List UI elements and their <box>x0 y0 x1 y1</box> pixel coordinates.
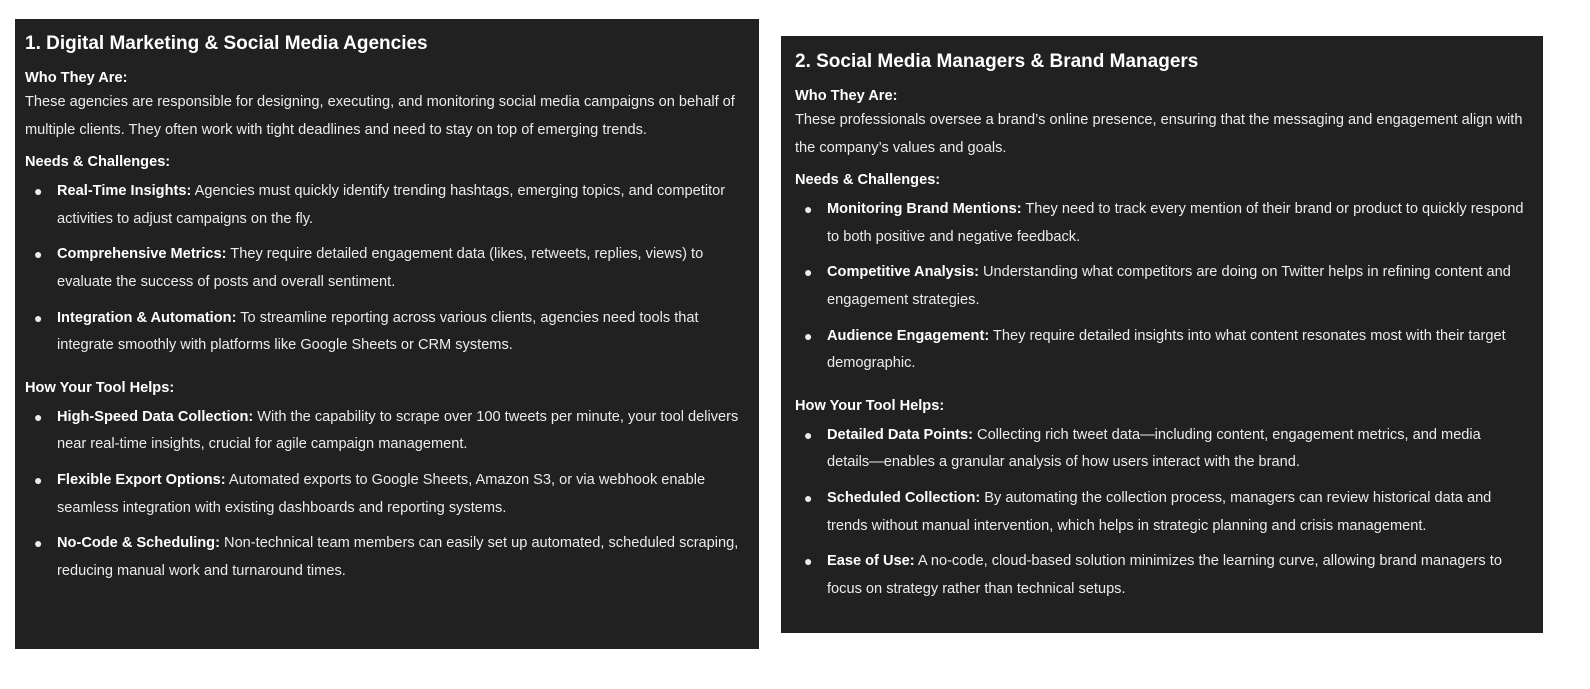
item-term: Audience Engagement: <box>827 327 990 344</box>
item-text: To streamline reporting across various clients, agencies need tools that integrate smoothly with platforms like Google Sheets or CRM systems. <box>57 309 699 354</box>
list-item <box>795 485 1527 540</box>
card-title: 2. Social Media Managers & Brand Managers <box>795 51 1199 72</box>
item-term: Comprehensive Metrics: <box>57 246 227 263</box>
who-they-are-text: These professionals oversee a brand’s online presence, ensuring that the messaging and engagement align with the company’s values and goals. <box>795 112 1523 156</box>
item-text: A no-code, cloud-based solution minimizes the learning curve, allowing brand managers to focus on strategy rather than technical setups. <box>827 553 1502 597</box>
list-item <box>25 241 743 296</box>
item-text: Collecting rich tweet data—including content, engagement metrics, and media details—enables a granular analysis of how users interact with the brand. <box>827 426 1481 471</box>
list-item <box>25 404 743 459</box>
bullet-icon: ● <box>34 408 43 425</box>
bullet-icon: ● <box>34 183 43 200</box>
card-social-media-managers <box>781 36 1543 633</box>
list-item <box>25 530 743 585</box>
who-they-are-label: Who They Are: <box>25 70 128 86</box>
bullet-icon: ● <box>804 327 813 344</box>
item-text: By automating the collection process, managers can review historical data and trends without manual intervention, which helps in strategic planning and crisis management. <box>827 489 1492 534</box>
list-item <box>795 548 1527 603</box>
bullet-icon: ● <box>804 426 813 443</box>
bullet-icon: ● <box>804 201 813 218</box>
item-term: Flexible Export Options: <box>57 471 226 488</box>
needs-label: Needs & Challenges: <box>25 154 171 171</box>
item-text: They require detailed engagement data (likes, retweets, replies, views) to evaluate the success of posts and overall sentiment. <box>57 246 704 290</box>
bullet-icon: ● <box>34 471 43 488</box>
needs-list <box>25 178 743 360</box>
item-term: Integration & Automation: <box>57 309 237 326</box>
list-item <box>795 196 1527 251</box>
item-term: No-Code & Scheduling: <box>57 535 220 552</box>
list-item <box>25 305 743 360</box>
item-term: Scheduled Collection: <box>827 489 981 506</box>
item-text: They need to track every mention of their brand or product to quickly respond to both positive and negative feedback. <box>827 201 1524 245</box>
bullet-icon: ● <box>804 553 813 570</box>
item-term: Monitoring Brand Mentions: <box>827 201 1022 218</box>
item-text: With the capability to scrape over 100 tweets per minute, your tool delivers near real-time insights, crucial for agile campaign management. <box>57 408 739 453</box>
bullet-icon: ● <box>804 489 813 506</box>
list-item <box>25 467 743 522</box>
card-digital-marketing-agencies <box>15 19 759 649</box>
who-they-are-label: Who They Are: <box>795 88 898 104</box>
item-term: High-Speed Data Collection: <box>57 408 254 425</box>
bullet-icon: ● <box>34 535 43 552</box>
item-term: Real-Time Insights: <box>57 183 192 200</box>
item-text: Non-technical team members can easily set up automated, scheduled scraping, reducing manual work and turnaround times. <box>57 535 739 579</box>
helps-label: How Your Tool Helps: <box>795 397 945 414</box>
item-text: They require detailed insights into what content resonates most with their target demographic. <box>827 327 1506 372</box>
item-text: Agencies must quickly identify trending hashtags, emerging topics, and competitor activities to adjust campaigns on the fly. <box>57 183 726 227</box>
helps-list <box>25 404 743 586</box>
item-text: Understanding what competitors are doing on Twitter helps in refining content and engagement strategies. <box>827 264 1511 308</box>
bullet-icon: ● <box>804 264 813 281</box>
needs-label: Needs & Challenges: <box>795 172 941 189</box>
item-term: Ease of Use: <box>827 553 915 570</box>
list-item <box>795 422 1527 477</box>
card-title: 1. Digital Marketing & Social Media Agencies <box>25 33 428 54</box>
bullet-icon: ● <box>34 309 43 326</box>
helps-label: How Your Tool Helps: <box>25 379 175 396</box>
item-term: Detailed Data Points: <box>827 426 973 443</box>
item-term: Competitive Analysis: <box>827 264 979 281</box>
list-item <box>795 259 1527 314</box>
list-item <box>795 323 1527 378</box>
bullet-icon: ● <box>34 246 43 263</box>
helps-list <box>795 422 1527 604</box>
needs-list <box>795 196 1527 378</box>
list-item <box>25 178 743 233</box>
item-text: Automated exports to Google Sheets, Amazon S3, or via webhook enable seamless integration with existing dashboards and reporting systems. <box>57 471 706 516</box>
who-they-are-text: These agencies are responsible for designing, executing, and monitoring social media campaigns on behalf of multiple clients. They often work with tight deadlines and need to stay on top of emerging trends. <box>25 94 735 138</box>
